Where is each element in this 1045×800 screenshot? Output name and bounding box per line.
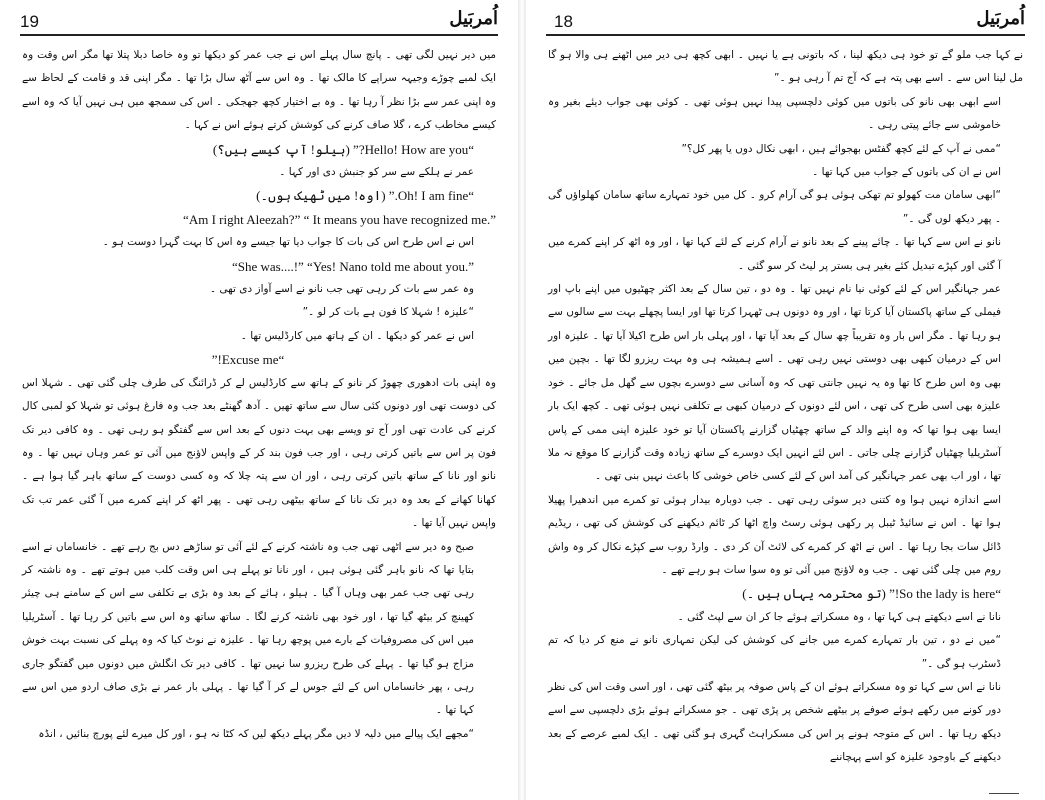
paragraph-l2: “Hello! How are you?” (ہیلو! آپ کیسے ہیں؟) bbox=[212, 141, 474, 157]
paragraph-r7: عمر جہانگیر اس کے لئے کوئی نیا نام نہیں تھا ۔ وہ دو ، تین سال کے بعد اکثر چھٹیوں میں اپنے باپ اور فیملی کے ساتھ پاکستان آیا کرتا تھا ، اور وہ دونوں ہی ٹھہرا کرتا تھا اور ایسا پچھلے بہت سے سالوں سے ہو رہا تھا ۔ مگر اس بار وہ تقریباً چھ سال کے بعد آیا تھا ، اور پہلی بار اس طرح اکیلا آیا تھا ۔ علیزہ اور اس کے درمیان کبھی بھی دوستی نہیں رہی تھی ۔ اسے ہمیشہ ہی وہ بہت ریزرو لگا تھا ۔ بچپن میں بھی وہ اس طرح کا تھا وہ یہ نہیں جانتی تھی کہ وہ آسانی سے دوسرے بچوں سے گھل مل جائے ۔ خود علیزہ بھی اسی طرح کی تھی ، اس لئے دونوں کے درمیان کبھی بے تکلفی نہیں ہوئی تھی ۔ کچھ ایک بار ایسا بھی ہوا تھا کہ وہ اپنے والد کے ساتھ چھٹیاں گزارنے پاکستان آیا تو خود علیزہ اپنی ممی کے پاس آسٹریلیا چھٹیاں گزارنے چلی جاتی ۔ اس لئے انہیں ایک دوسرے کے ساتھ زیادہ وقت گزارنے کا موقع نہ ملا تھا ، اور اب بھی عمر جہانگیر کی آمد اس کے لئے کسی خاص خوشی کا باعث نہیں بنی تھی ۔ bbox=[548, 283, 1001, 483]
paragraph-r12: نانا نے اس سے کہا تو وہ مسکراتے ہوئے ان کے پاس صوفہ پر بیٹھ گئی تھی ، اور اسی وقت اس کی نظر دور کونے میں رکھے ہوئے صوفے پر بیٹھے شخص پر پڑی تھی ۔ جو مسکراتے ہوئے بڑی دلچسپی سے اسے دیکھ رہا تھا ۔ اس کے متوجہ ہونے پر اس کی مسکراہٹ گہری ہو گئی تھی ۔ ایک لمبے عرصے کے بعد دیکھنے کے باوجود علیزہ کو اسے پہچاننے bbox=[548, 680, 1001, 764]
paragraph-r4: اس نے ان کی باتوں کے جواب میں کہا تھا ۔ bbox=[812, 166, 1001, 179]
right-page-header bbox=[546, 8, 1025, 36]
paragraph-l8: وہ عمر سے بات کر رہی تھی جب نانو نے اسے آواز دی تھی ۔ bbox=[209, 283, 474, 296]
right-page-body bbox=[548, 44, 1023, 792]
paragraph-l7: “She was....!” “Yes! Nano told me about you.” bbox=[231, 258, 474, 274]
left-page-number: 19 bbox=[20, 12, 39, 31]
paragraph-r9: “So the lady is here!” (تو محترمہ یہاں ہیں ۔) bbox=[742, 586, 1001, 602]
paragraph-l1: میں دیر نہیں لگی تھی ۔ پانچ سال پہلے اس نے جب عمر کو دیکھا تو وہ خاصا دبلا پتلا تھا مگر اس وقت وہ ایک لمبے چوڑے وجیہہ سراپے کا مالک تھا ۔ وہ اس سے آٹھ سال بڑا تھا ۔ مگر اپنی قد و قامت کے لحاظ سے وہ اپنی عمر سے بڑا نظر آ رہا تھا ۔ وہ بے اختیار کچھ جھجکی ۔ اس کی سمجھ میں ہی نہیں آیا کہ وہ اسے کیسے مخاطب کرے ، گلا صاف کرنے کی کوشش کرتے ہوئے اس نے کہا ۔ bbox=[22, 49, 496, 132]
right-page-title: اُمربَیل bbox=[976, 8, 1025, 29]
paragraph-l12: وہ اپنی بات ادھوری چھوڑ کر نانو کے ہاتھ سے کارڈلیس لے کر ڈرائنگ کی طرف چلی گئی تھی ۔ شہلا اس کی دوست تھی اور دونوں کئی سال سے ساتھ تھیں ۔ آدھ گھنٹے بعد جب وہ فارغ ہوئی تو شہلا کو لمبی کال کرنے کی عادت تھی اور آج تو ویسے بھی بہت دنوں کے بعد اس سے گفتگو ہو رہی تھی ۔ وہ کافی دیر تک فون پر اس سے باتیں کرتی رہی ، اور جب فون بند کر کے واپس لاؤنج میں آئی تو عمر وہاں نہیں تھا ۔ وہ نانو اور نانا کے ساتھ باتیں کرتی رہی ، اور ان سے پتہ چلا کہ وہ کسی دوست کے ساتھ باہر گیا ہوا ہے ۔ کھانا کھانے کے بعد وہ دیر تک نانا کے ساتھ بیٹھی رہی تھی ۔ پھر اٹھ کر اپنے کمرے میں آ گئی عمر تب تک واپس نہیں آیا تھا ۔ bbox=[22, 376, 496, 530]
paragraph-l5: “Am I right Aleezah?” “ It means you have recognized me.” bbox=[183, 211, 496, 227]
paragraph-l6: اس نے اس طرح اس کی بات کا جواب دیا تھا جیسے وہ اس کا بہت گہرا دوست ہو ۔ bbox=[102, 236, 474, 249]
right-header-rule bbox=[546, 34, 1025, 36]
left-page-header bbox=[20, 8, 498, 36]
paragraph-l13: صبح وہ دیر سے اٹھی تھی جب وہ ناشتہ کرنے کے لئے آئی تو ساڑھے دس بج رہے تھے ۔ خانساماں نے اسے بتایا تھا کہ نانو باہر گئی ہوئی ہیں ، اور نانا تو پہلے ہی اس وقت کلب میں ہوتے تھے ۔ وہ ناشتہ کر رہی تھی جب عمر بھی وہاں آ گیا ۔ ہیلو ، ہائے کے بعد وہ بڑی بے تکلفی سے اس کے سامنے ہی چیئر کھینچ کر بیٹھ گیا تھا ، اور خود بھی ناشتہ کرنے لگا ۔ ساتھ ساتھ وہ اس سے باتیں کر رہا تھا ۔ آسٹریلیا میں اس کی مصروفیات کے بارے میں پوچھ رہا تھا ۔ علیزہ نے نوٹ کیا کہ وہ پہلے کی نسبت بہت خوش مزاج ہو گیا تھا ۔ پہلے کی طرح ریزرو سا نہیں تھا ۔ کافی دیر تک انگلش میں دونوں میں گفتگو جاری رہی ، پھر خانساماں اس کے لئے جوس لے کر آ گیا تھا ۔ پہلی بار عمر نے بڑی صاف اردو میں اس سے کہا تھا ۔ bbox=[22, 540, 474, 717]
paragraph-r11: “میں نے دو ، تین بار تمہارے کمرے میں جانے کی کوشش کی لیکن تمہاری نانو نے منع کر دیا کہ تم ڈسٹرب ہو گی ۔” bbox=[548, 634, 1001, 670]
paragraph-r8: اسے اندازہ نہیں ہوا وہ کتنی دیر سوئی رہی تھی ۔ جب دوبارہ بیدار ہوئی تو کمرے میں اندھیرا پھیلا ہوا تھا ۔ اس نے سائیڈ ٹیبل پر رکھی ہوئی رسٹ واچ اٹھا کر ٹائم دیکھنے کی کوشش کی تھی ، ریڈیم ڈائل سات بجا رہا تھا ۔ اس نے اٹھ کر کمرے کی لائٹ آن کر دی ۔ وارڈ روب سے کپڑے نکال کر وہ واش روم میں چلی گئی تھی ۔ جب وہ لاؤنج میں آئی تو وہ سوا سات ہو رہے تھے ۔ bbox=[548, 493, 1001, 576]
left-page-title: اُمربَیل bbox=[449, 8, 498, 29]
paragraph-r10: نانا نے اسے دیکھتے ہی کہا تھا ، وہ مسکراتے ہوئے جا کر ان سے لپٹ گئی ۔ bbox=[677, 610, 1001, 623]
paragraph-l3: عمر نے ہلکے سے سر کو جنبش دی اور کہا ۔ bbox=[279, 166, 474, 179]
right-page bbox=[526, 0, 1045, 800]
paragraph-l14: “مجھے ایک پیالے میں دلیہ لا دیں مگر پہلے دیکھ لیں کہ کٹا نہ ہو ، اور کل میرے لئے پورچ بنائیں ، انڈہ bbox=[38, 727, 474, 740]
left-page bbox=[0, 0, 518, 800]
paragraph-r2: اسے ابھی بھی نانو کی باتوں میں کوئی دلچسپی پیدا نہیں ہوئی تھی ۔ کوئی بھی جواب دیئے بغیر وہ خاموشی سے جائے پیتی رہی ۔ bbox=[548, 95, 1001, 132]
paragraph-r1: نے کہا جب ملو گے تو خود ہی دیکھ لینا ، کہ باتونی ہے یا نہیں ۔ ابھی کچھ ہی دیر میں اٹھنے ہی والا ہو گا مل لینا اس سے ۔ اسے بھی پتہ ہے کہ آج تم آ رہی ہو ۔” bbox=[548, 49, 1023, 85]
paragraph-l11: “Excuse me!” bbox=[211, 352, 285, 368]
left-page-body bbox=[22, 44, 496, 792]
paragraph-r6: نانو نے اس سے کہا تھا ۔ چائے پینے کے بعد نانو نے آرام کرنے کے لئے کہا تھا ، اور وہ اٹھ کر اپنے کمرے میں آ گئی اور کپڑے تبدیل کئے بغیر ہی بستر پر لیٹ کر سو گئی ۔ bbox=[548, 236, 1001, 272]
book-gutter bbox=[518, 0, 526, 800]
paragraph-l10: اس نے عمر کو دیکھا ۔ ان کے ہاتھ میں کارڈلیس تھا ۔ bbox=[240, 329, 474, 342]
paragraph-r3: “ممی نے آپ کے لئے کچھ گفٹس بھجوائے ہیں ، ابھی نکال دوں یا پھر کل؟” bbox=[681, 142, 1001, 155]
left-header-rule bbox=[20, 34, 498, 36]
right-page-number: 18 bbox=[554, 12, 573, 31]
paragraph-l9: “علیزہ ! شہلا کا فون ہے بات کر لو ۔” bbox=[302, 306, 474, 319]
paragraph-r5: “ابھی سامان مت کھولو تم تھکی ہوئی ہو گی آرام کرو ۔ کل میں خود تمہارے ساتھ سامان کھلواؤں گی ۔ پھر دیکھ لوں گی ۔” bbox=[548, 189, 1001, 225]
paragraph-l4: “Oh! I am fine.” (اوہ! میں ٹھیک ہوں۔) bbox=[256, 188, 474, 204]
footnote-rule bbox=[989, 793, 1019, 794]
